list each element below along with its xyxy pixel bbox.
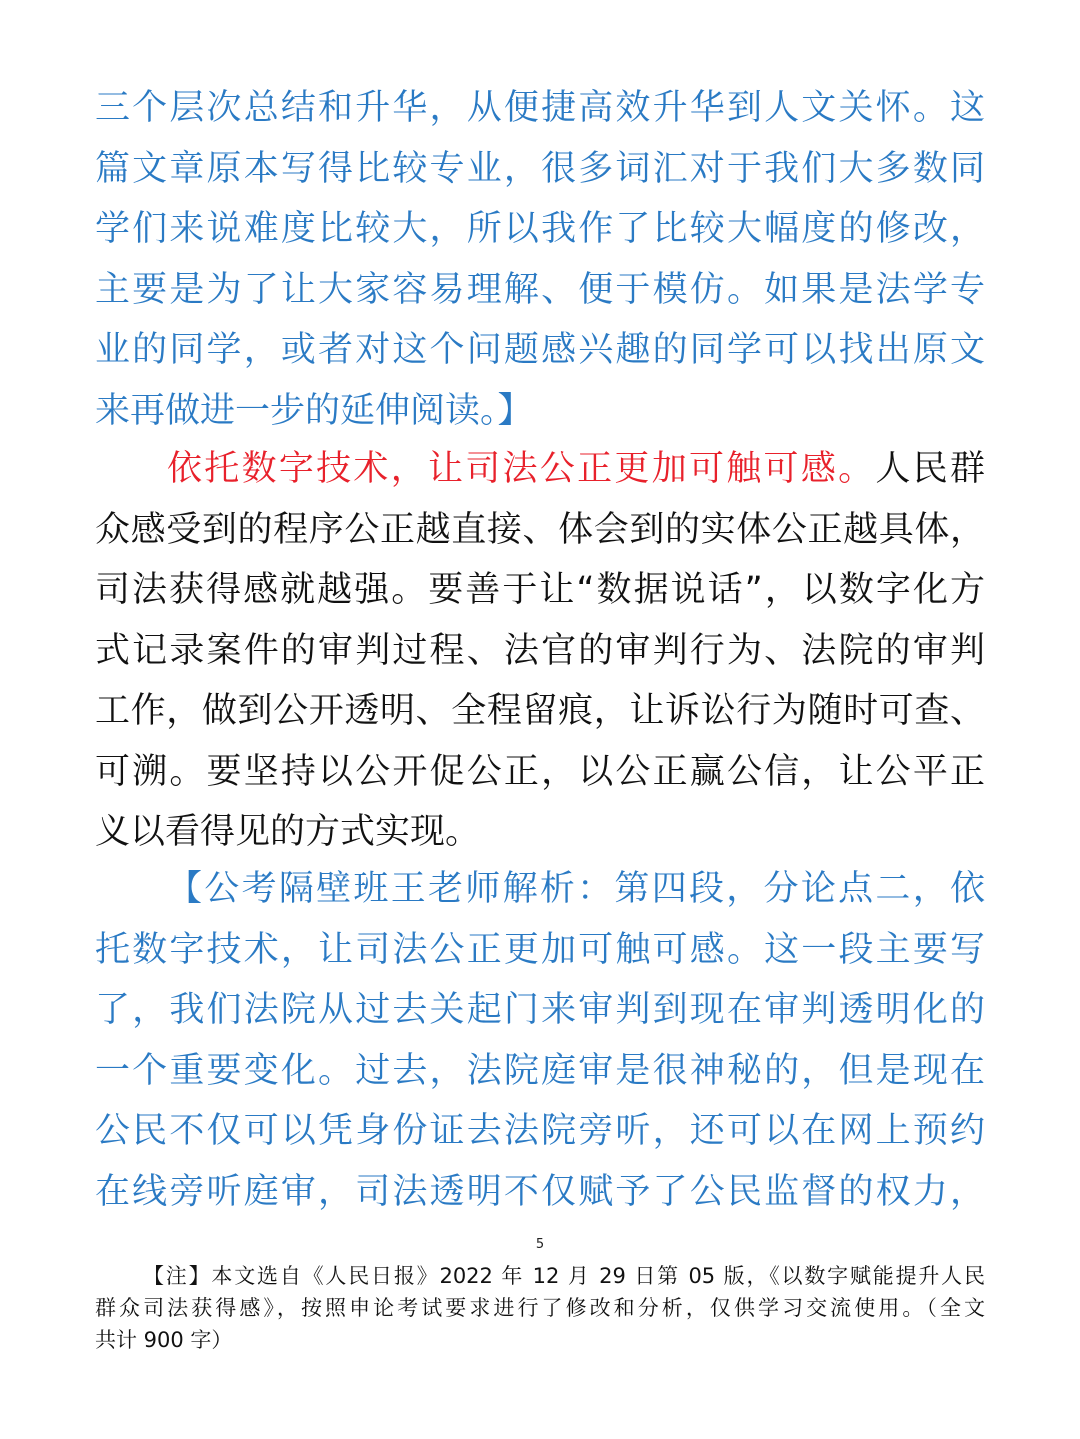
analysis-line: 了，我们法院从过去关起门来审判到现在审判透明化的 [95,990,985,1030]
body-line: 可溯。要坚持以公开促公正，以公正赢公信，让公平正 [95,751,985,792]
analysis-line: 在线旁听庭审，司法透明不仅赋予了公民监督的权力， [95,1171,985,1212]
analysis-line: 三个层次总结和升华，从便捷高效升华到人文关怀。这 [95,88,985,128]
body-line: 义以看得见的方式实现。 [95,812,481,852]
paragraph-heading: 依托数字技术，让司法公正更加可触可感。 [167,449,876,489]
analysis-line: 公民不仅可以凭身份证去法院旁听，还可以在网上预约 [95,1111,985,1151]
footnote-line: 【注】本文选自《人民日报》2022 年 12 月 29 日第 05 版，《以数字赋能提升人民 [143,1264,985,1288]
paragraph-first-line [95,439,985,500]
footnote-line: 共计 900 字） [95,1328,233,1352]
analysis-line: 业的同学，或者对这个问题感兴趣的同学可以找出原文 [95,330,985,370]
analysis-paragraph [95,859,985,1222]
intro-analysis-text [95,78,985,441]
body-line: 工作，做到公开透明、全程留痕，让诉讼行为随时可查、 [95,691,985,731]
body-line: 司法获得感就越强。要善于让“数据说话”，以数字化方 [95,570,985,610]
analysis-line: 来再做进一步的延伸阅读。】 [95,390,533,431]
body-paragraph [95,439,985,863]
footnote-line: 群众司法获得感》，按照申论考试要求进行了修改和分析，仅供学习交流使用。（全文 [95,1296,985,1320]
analysis-line: 学们来说难度比较大，所以我作了比较大幅度的修改， [95,209,985,249]
analysis-line: 主要是为了让大家容易理解、便于模仿。如果是法学专 [95,269,985,310]
body-line: 式记录案件的审判过程、法官的审判行为、法院的审判 [95,630,985,671]
paragraph-text: 人民群 [875,449,985,489]
page-number: 5 [535,1237,545,1252]
analysis-line: 托数字技术，让司法公正更加可触可感。这一段主要写 [95,929,985,970]
footnote [95,1260,985,1356]
analysis-line: 篇文章原本写得比较专业，很多词汇对于我们大多数同 [95,148,985,189]
analysis-line: 【公考隔壁班王老师解析：第四段，分论点二，依 [167,869,985,909]
analysis-line: 一个重要变化。过去，法院庭审是很神秘的，但是现在 [95,1050,985,1091]
body-line: 众感受到的程序公正越直接、体会到的实体公正越具体， [95,509,985,550]
